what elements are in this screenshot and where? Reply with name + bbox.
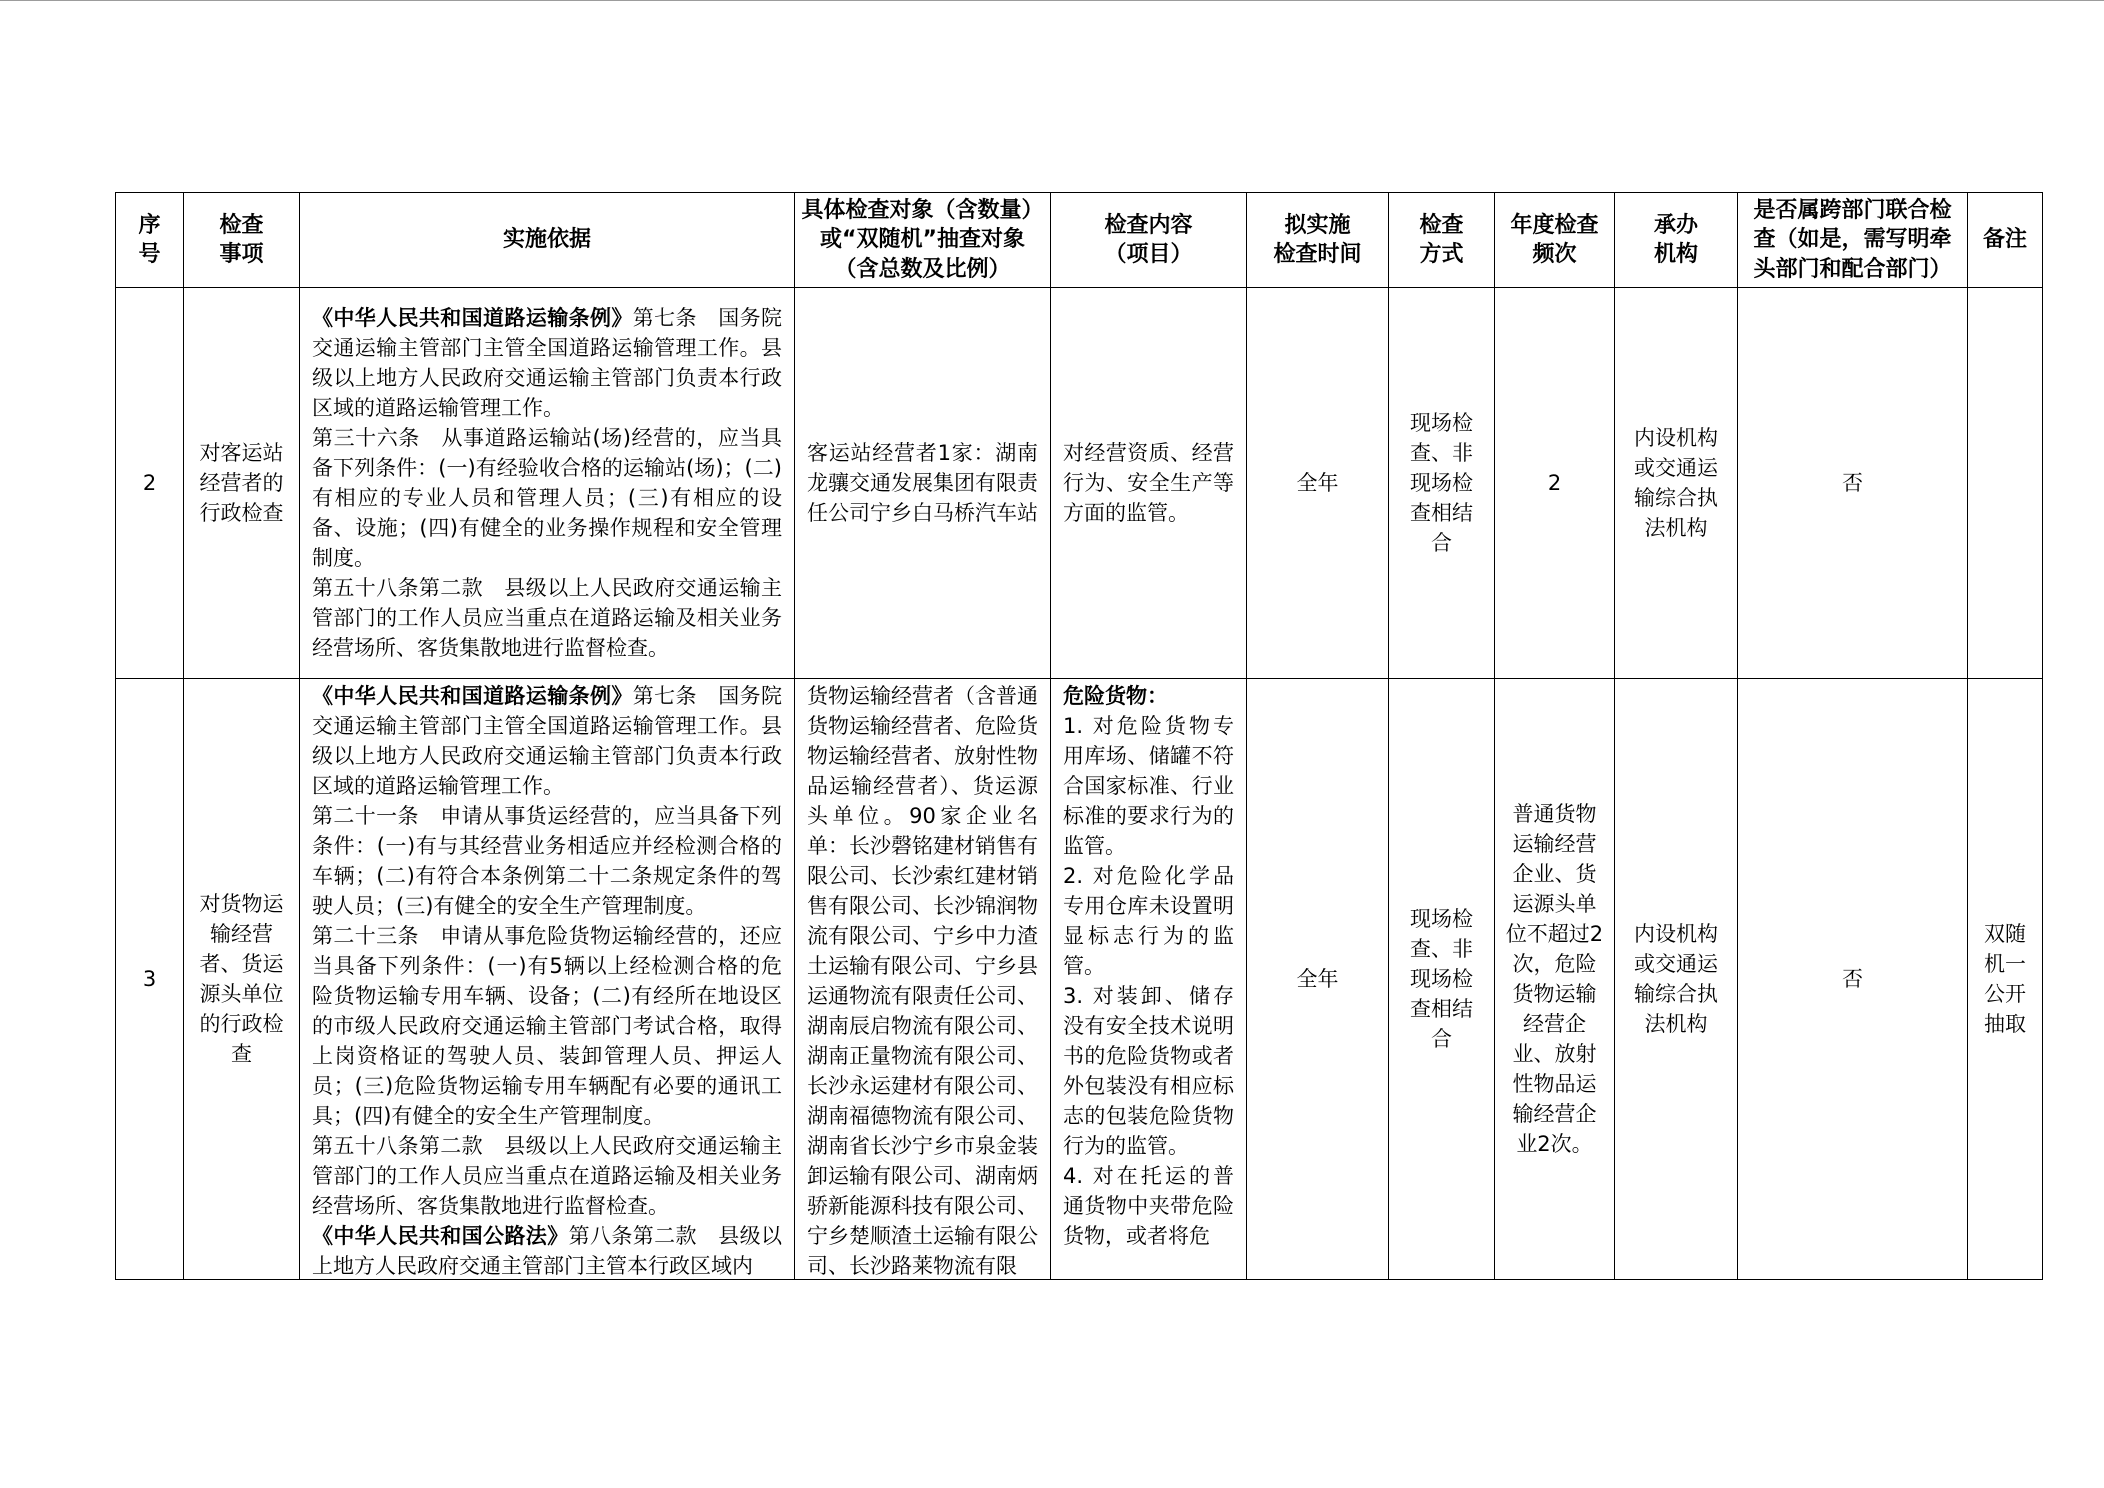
header-inspection-target: 具体检查对象（含数量） 或“双随机”抽查对象 （含总数及比例） xyxy=(795,193,1051,288)
law-clause: 第二十三条 申请从事危险货物运输经营的，还应当具备下列条件：(一)有5辆以上经检测合格的危险货物运输专用车辆、设备；(二)有经所在地设区的市级人民政府交通运输主管部门考试合格，取得上岗资格证的驾驶人员、装卸管理人员、押运人员；(三)危险货物运输专用车辆配有必要的通讯工具；(四)有健全的安全生产管理制度。 xyxy=(312,924,782,1128)
inspection-item-cell: 对货物运输经营者、货运源头单位的行政检查 xyxy=(184,679,300,1280)
law-title: 《中华人民共和国公路法》 xyxy=(312,1224,569,1248)
joint-inspection-cell: 否 xyxy=(1738,288,1968,679)
header-remark: 备注 xyxy=(1968,193,2043,288)
law-clause: 第七条 国务院交通运输主管部门主管全国道路运输管理工作。县级以上地方人民政府交通运输主管部门负责本行政区域的道路运输管理工作。 xyxy=(312,684,782,798)
inspection-target-cell xyxy=(795,679,1051,1280)
legal-basis-paragraph xyxy=(312,573,782,663)
header-seq: 序 号 xyxy=(116,193,184,288)
law-title: 《中华人民共和国道路运输条例》 xyxy=(312,306,633,330)
joint-inspection-cell: 否 xyxy=(1738,679,1968,1280)
inspection-content-cell xyxy=(1051,679,1247,1280)
legal-basis-paragraph xyxy=(312,921,782,1131)
legal-basis-cell xyxy=(300,288,795,679)
law-clause: 第五十八条第二款 县级以上人民政府交通运输主管部门的工作人员应当重点在道路运输及相关业务经营场所、客货集散地进行监督检查。 xyxy=(312,1134,782,1218)
legal-basis-paragraph xyxy=(312,681,782,801)
inspection-content-paragraph: 3. 对装卸、储存没有安全技术说明书的危险货物或者外包装没有相应标志的包装危险货物行为的监管。 xyxy=(1063,984,1234,1158)
annual-frequency-cell: 普通货物运输经营企业、货运源头单位不超过2次，危险货物运输经营企业、放射性物品运输经营企业2次。 xyxy=(1495,679,1615,1280)
header-responsible-agency: 承办 机构 xyxy=(1615,193,1738,288)
header-joint-inspection: 是否属跨部门联合检 查（如是，需写明牵 头部门和配合部门） xyxy=(1738,193,1968,288)
table-row xyxy=(116,288,2043,679)
responsible-agency-cell: 内设机构或交通运输综合执法机构 xyxy=(1615,679,1738,1280)
inspection-content-paragraph: 2. 对危险化学品专用仓库未设置明显标志行为的监管。 xyxy=(1063,864,1234,978)
law-title: 《中华人民共和国道路运输条例》 xyxy=(312,684,633,708)
planned-time-cell: 全年 xyxy=(1247,288,1389,679)
header-inspection-method: 检查 方式 xyxy=(1389,193,1495,288)
legal-basis-paragraph xyxy=(312,1221,782,1279)
remark-cell xyxy=(1968,288,2043,679)
legal-basis-paragraph xyxy=(312,423,782,573)
law-clause: 第七条 国务院交通运输主管部门主管全国道路运输管理工作。县级以上地方人民政府交通运输主管部门负责本行政区域的道路运输管理工作。 xyxy=(312,306,782,420)
remark-cell: 双随机一公开抽取 xyxy=(1968,679,2043,1280)
header-planned-time: 拟实施 检查时间 xyxy=(1247,193,1389,288)
inspection-method-cell: 现场检查、非现场检查相结合 xyxy=(1389,679,1495,1280)
legal-basis-paragraph xyxy=(312,801,782,921)
header-inspection-content: 检查内容 （项目） xyxy=(1051,193,1247,288)
inspection-content-paragraph: 对经营资质、经营行为、安全生产等方面的监管。 xyxy=(1063,441,1234,525)
legal-basis-paragraph xyxy=(312,303,782,423)
table-row xyxy=(116,679,2043,1280)
seq-cell: 3 xyxy=(116,679,184,1280)
table-header-row xyxy=(116,193,2043,288)
inspection-content-paragraph: 1. 对危险货物专用库场、储罐不符合国家标准、行业标准的要求行为的监管。 xyxy=(1063,714,1234,858)
inspection-content-paragraph: 4. 对在托运的普通货物中夹带危险货物，或者将危 xyxy=(1063,1164,1234,1248)
law-clause: 第三十六条 从事道路运输站(场)经营的，应当具备下列条件：(一)有经验收合格的运输站(场)；(二)有相应的专业人员和管理人员；(三)有相应的设备、设施；(四)有健全的业务操作规程和安全管理制度。 xyxy=(312,426,782,570)
law-clause: 第八条第二款 县级以上地方人民政府交通主管部门主管本行政区域内 xyxy=(312,1224,782,1278)
page-top-edge xyxy=(0,0,2104,1)
annual-frequency-cell: 2 xyxy=(1495,288,1615,679)
seq-cell: 2 xyxy=(116,288,184,679)
inspection-plan-table xyxy=(115,192,2043,1280)
inspection-content-cell xyxy=(1051,288,1247,679)
inspection-method-cell: 现场检查、非现场检查相结合 xyxy=(1389,288,1495,679)
law-clause: 第五十八条第二款 县级以上人民政府交通运输主管部门的工作人员应当重点在道路运输及相关业务经营场所、客货集散地进行监督检查。 xyxy=(312,576,782,660)
header-annual-frequency: 年度检查 频次 xyxy=(1495,193,1615,288)
planned-time-cell: 全年 xyxy=(1247,679,1389,1280)
legal-basis-paragraph xyxy=(312,1131,782,1221)
header-legal-basis: 实施依据 xyxy=(300,193,795,288)
legal-basis-cell xyxy=(300,679,795,1280)
inspection-content-heading: 危险货物： xyxy=(1063,684,1168,708)
inspection-target-text: 货物运输经营者（含普通货物运输经营者、危险货物运输经营者、放射性物品运输经营者）、货运源头单位。90家企业名单：长沙磬铭建材销售有限公司、长沙索红建材销售有限公司、长沙锦润物流有限公司、宁乡中力渣土运输有限公司、宁乡县运通物流有限责任公司、湖南辰启物流有限公司、湖南正量物流有限公司、长沙永运建材有限公司、湖南福德物流有限公司、湖南省长沙宁乡市泉金装卸运输有限公司、湖南炳骄新能源科技有限公司、宁乡楚顺渣土运输有限公司、长沙路莱物流有限 xyxy=(807,684,1038,1278)
header-inspection-item: 检查 事项 xyxy=(184,193,300,288)
law-clause: 第二十一条 申请从事货运经营的，应当具备下列条件：(一)有与其经营业务相适应并经检测合格的车辆；(二)有符合本条例第二十二条规定条件的驾驶人员；(三)有健全的安全生产管理制度。 xyxy=(312,804,782,918)
inspection-target-cell xyxy=(795,288,1051,679)
inspection-target-text: 客运站经营者1家：湖南龙骧交通发展集团有限责任公司宁乡白马桥汽车站 xyxy=(807,441,1038,525)
inspection-item-cell: 对客运站经营者的行政检查 xyxy=(184,288,300,679)
responsible-agency-cell: 内设机构或交通运输综合执法机构 xyxy=(1615,288,1738,679)
